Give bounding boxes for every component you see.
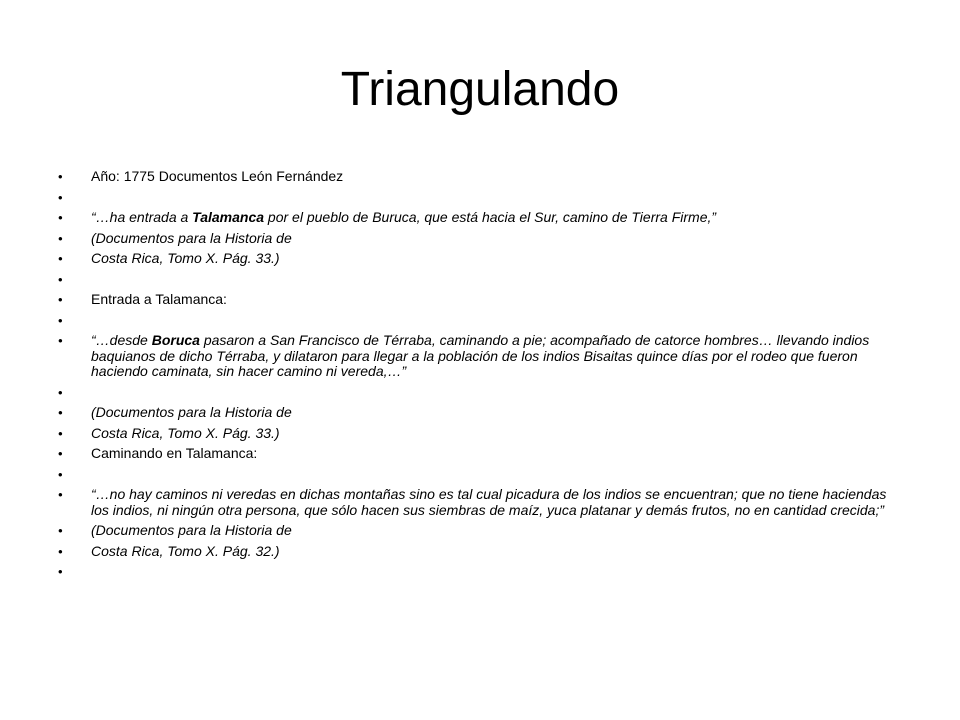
- bullet-citation: • Costa Rica, Tomo X. Pág. 33.): [58, 426, 908, 442]
- quote-text: por el pueblo de Buruca, que está hacia el Sur, camino de Tierra Firme,”: [264, 209, 717, 225]
- bullet-citation: • Costa Rica, Tomo X. Pág. 32.): [58, 544, 908, 560]
- quote-bold: Talamanca: [192, 209, 265, 225]
- bullet-empty: [58, 467, 908, 483]
- bullet-citation: • (Documentos para la Historia de: [58, 231, 908, 247]
- bullet-empty: [58, 564, 908, 580]
- bullet-list: [58, 169, 908, 585]
- quote-text: “…ha entrada a: [91, 209, 193, 225]
- bullet-heading-entrada: • Entrada a Talamanca:: [58, 292, 908, 308]
- bullet-empty: [58, 385, 908, 401]
- quote-bold: Boruca: [151, 332, 200, 348]
- bullet-citation: • (Documentos para la Historia de: [58, 405, 908, 421]
- bullet-quote-caminos: • “…no hay caminos ni veredas en dichas montañas sino es tal cual picadura de los indios se encuentran; que no tiene haciendas los indios, ni ningún otra persona, que sólo hacen sus siembras de maíz, yuca platanar y demás frutos, no en cantidad crecida;”: [58, 487, 908, 518]
- bullet-empty: [58, 190, 908, 206]
- quote-text: “…desde: [91, 332, 152, 348]
- quote-text: pasaron a San Francisco de Térraba, caminando a pie; acompañado de catorce hombres… llevando indios baquianos de dicho Térraba, y dilataron para llegar a la población de los indios Bisaitas quince días por el rodeo que fueron haciendo caminata, sin hacer camino ni vereda,…”: [91, 332, 870, 379]
- bullet-year-source: • Año: 1775 Documentos León Fernández: [58, 169, 908, 185]
- bullet-quote-talamanca: [58, 210, 908, 226]
- slide-title: Triangulando: [340, 63, 620, 116]
- bullet-citation: • Costa Rica, Tomo X. Pág. 33.): [58, 251, 908, 267]
- bullet-quote-boruca: [58, 333, 908, 380]
- bullet-empty: [58, 272, 908, 288]
- bullet-heading-caminando: • Caminando en Talamanca:: [58, 446, 908, 462]
- bullet-empty: [58, 313, 908, 329]
- bullet-citation: • (Documentos para la Historia de: [58, 523, 908, 539]
